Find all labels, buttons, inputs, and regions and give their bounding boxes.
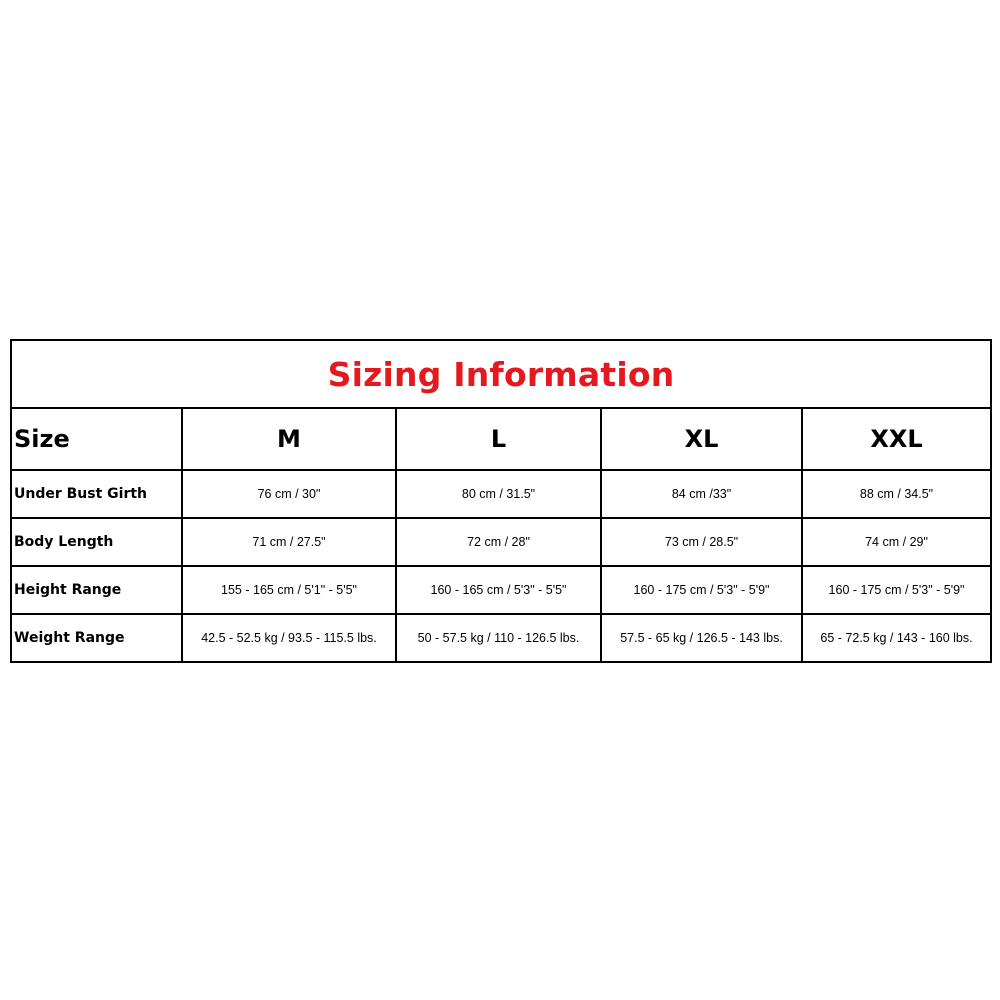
row-label: Body Length [11, 518, 182, 566]
table-cell: 76 cm / 30" [182, 470, 396, 518]
table-cell: 84 cm /33" [601, 470, 802, 518]
header-row [11, 408, 991, 470]
table-cell: 57.5 - 65 kg / 126.5 - 143 lbs. [601, 614, 802, 662]
table-cell: 42.5 - 52.5 kg / 93.5 - 115.5 lbs. [182, 614, 396, 662]
size-chart-table [10, 339, 992, 663]
table-row-under-bust-girth [11, 470, 991, 518]
chart-title: Sizing Information [11, 340, 991, 408]
row-label: Weight Range [11, 614, 182, 662]
table-cell: 65 - 72.5 kg / 143 - 160 lbs. [802, 614, 991, 662]
table-cell: 160 - 175 cm / 5'3" - 5'9" [802, 566, 991, 614]
size-column-l: L [396, 408, 601, 470]
row-label: Height Range [11, 566, 182, 614]
table-cell: 72 cm / 28" [396, 518, 601, 566]
size-column-m: M [182, 408, 396, 470]
size-column-xxl: XXL [802, 408, 991, 470]
table-cell: 71 cm / 27.5" [182, 518, 396, 566]
table-cell: 50 - 57.5 kg / 110 - 126.5 lbs. [396, 614, 601, 662]
table-cell: 155 - 165 cm / 5'1" - 5'5" [182, 566, 396, 614]
table-row-weight-range [11, 614, 991, 662]
table-cell: 74 cm / 29" [802, 518, 991, 566]
table-row-body-length [11, 518, 991, 566]
table-row-height-range [11, 566, 991, 614]
title-row [11, 340, 991, 408]
table-cell: 73 cm / 28.5" [601, 518, 802, 566]
size-header-label: Size [11, 408, 182, 470]
table-cell: 160 - 175 cm / 5'3" - 5'9" [601, 566, 802, 614]
row-label: Under Bust Girth [11, 470, 182, 518]
size-column-xl: XL [601, 408, 802, 470]
table-cell: 80 cm / 31.5" [396, 470, 601, 518]
table-cell: 160 - 165 cm / 5'3" - 5'5" [396, 566, 601, 614]
table-cell: 88 cm / 34.5" [802, 470, 991, 518]
